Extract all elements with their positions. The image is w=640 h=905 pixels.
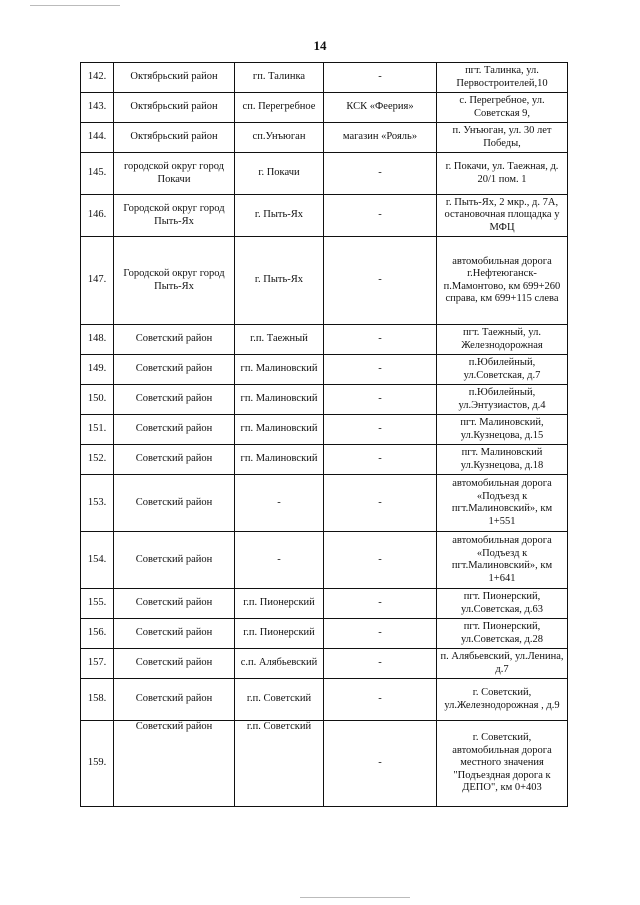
row-number: 146. [81, 195, 114, 237]
page-number: 14 [313, 38, 327, 53]
area-cell: Советский район [114, 532, 235, 589]
object-cell: - [324, 385, 437, 415]
object-cell: - [324, 445, 437, 475]
row-number: 142. [81, 63, 114, 93]
object-cell: - [324, 619, 437, 649]
row-number: 152. [81, 445, 114, 475]
object-cell: - [324, 679, 437, 721]
settlement-cell: гп. Малиновский [235, 415, 324, 445]
table-row [81, 123, 568, 153]
area-cell: Советский район [114, 619, 235, 649]
locations-table [80, 62, 568, 807]
scan-artifact-top [30, 5, 120, 6]
table-row [81, 325, 568, 355]
address-cell: г. Советский, ул.Железнодорожная , д.9 [437, 679, 568, 721]
table-row [81, 589, 568, 619]
area-cell: Городской округ город Пыть-Ях [114, 237, 235, 325]
settlement-cell: гп. Малиновский [235, 385, 324, 415]
row-number: 144. [81, 123, 114, 153]
row-number: 154. [81, 532, 114, 589]
address-cell: пгт. Пионерский, ул.Советская, д.63 [437, 589, 568, 619]
row-number: 158. [81, 679, 114, 721]
address-cell: г. Пыть-Ях, 2 мкр., д. 7А, остановочная площадка у МФЦ [437, 195, 568, 237]
row-number: 147. [81, 237, 114, 325]
settlement-cell: г.п. Советский [235, 679, 324, 721]
row-number: 150. [81, 385, 114, 415]
area-cell: Советский район [114, 649, 235, 679]
area-cell: Советский район [114, 589, 235, 619]
area-cell: Советский район [114, 679, 235, 721]
object-cell: - [324, 63, 437, 93]
address-cell: пгт. Малиновский ул.Кузнецова, д.18 [437, 445, 568, 475]
area-cell: Октябрьский район [114, 93, 235, 123]
table-row [81, 532, 568, 589]
address-cell: пгт. Талинка, ул. Первостроителей,10 [437, 63, 568, 93]
area-cell: Советский район [114, 475, 235, 532]
settlement-cell: г. Пыть-Ях [235, 195, 324, 237]
area-cell: Октябрьский район [114, 123, 235, 153]
table-row [81, 153, 568, 195]
address-cell: п. Алябьевский, ул.Ленина, д.7 [437, 649, 568, 679]
object-cell: - [324, 532, 437, 589]
area-cell: Советский район [114, 415, 235, 445]
area-cell: Советский район [114, 325, 235, 355]
area-cell: Советский район [114, 385, 235, 415]
settlement-cell: г. Пыть-Ях [235, 237, 324, 325]
scan-artifact-bottom [300, 897, 410, 898]
object-cell: - [324, 475, 437, 532]
table-row [81, 679, 568, 721]
table-row [81, 649, 568, 679]
object-cell: - [324, 415, 437, 445]
address-cell: пгт. Таежный, ул. Железнодорожная [437, 325, 568, 355]
area-cell: Советский район [114, 721, 235, 807]
area-cell: Городской округ город Пыть-Ях [114, 195, 235, 237]
table-row [81, 63, 568, 93]
settlement-cell: г.п. Пионерский [235, 619, 324, 649]
row-number: 156. [81, 619, 114, 649]
row-number: 143. [81, 93, 114, 123]
table-row [81, 237, 568, 325]
address-cell: п.Юбилейный, ул.Советская, д.7 [437, 355, 568, 385]
address-cell: г. Покачи, ул. Таежная, д. 20/1 пом. 1 [437, 153, 568, 195]
object-cell: - [324, 649, 437, 679]
object-cell: - [324, 355, 437, 385]
object-cell: - [324, 237, 437, 325]
address-cell: автомобильная дорога «Подъезд к пгт.Малиновский», км 1+641 [437, 532, 568, 589]
object-cell: - [324, 195, 437, 237]
settlement-cell: гп. Малиновский [235, 355, 324, 385]
row-number: 145. [81, 153, 114, 195]
settlement-cell: - [235, 532, 324, 589]
settlement-cell: г.п. Пионерский [235, 589, 324, 619]
object-cell: - [324, 153, 437, 195]
table-row [81, 721, 568, 807]
address-cell: п.Юбилейный, ул.Энтузиастов, д.4 [437, 385, 568, 415]
settlement-cell: г.п. Советский [235, 721, 324, 807]
row-number: 153. [81, 475, 114, 532]
address-cell: автомобильная дорога г.Нефтеюганск-п.Мамонтово, км 699+260 справа, км 699+115 слева [437, 237, 568, 325]
settlement-cell: гп. Талинка [235, 63, 324, 93]
table-row [81, 415, 568, 445]
locations-table-body [81, 63, 568, 807]
settlement-cell: сп. Перегребное [235, 93, 324, 123]
object-cell: КСК «Феерия» [324, 93, 437, 123]
area-cell: городской округ город Покачи [114, 153, 235, 195]
area-cell: Советский район [114, 355, 235, 385]
row-number: 159. [81, 721, 114, 807]
settlement-cell: г. Покачи [235, 153, 324, 195]
table-row [81, 475, 568, 532]
address-cell: г. Советский, автомобильная дорога местного значения "Подъездная дорога к ДЕПО", км 0+403 [437, 721, 568, 807]
settlement-cell: г.п. Таежный [235, 325, 324, 355]
address-cell: пгт. Малиновский, ул.Кузнецова, д.15 [437, 415, 568, 445]
row-number: 157. [81, 649, 114, 679]
table-row [81, 619, 568, 649]
address-cell: с. Перегребное, ул. Советская 9, [437, 93, 568, 123]
address-cell: автомобильная дорога «Подъезд к пгт.Малиновский», км 1+551 [437, 475, 568, 532]
address-cell: п. Унъюган, ул. 30 лет Победы, [437, 123, 568, 153]
table-row [81, 445, 568, 475]
object-cell: - [324, 721, 437, 807]
table-row [81, 355, 568, 385]
row-number: 151. [81, 415, 114, 445]
settlement-cell: с.п. Алябьевский [235, 649, 324, 679]
object-cell: - [324, 325, 437, 355]
row-number: 149. [81, 355, 114, 385]
settlement-cell: сп.Унъюган [235, 123, 324, 153]
table-row [81, 385, 568, 415]
table-row [81, 93, 568, 123]
row-number: 148. [81, 325, 114, 355]
object-cell: - [324, 589, 437, 619]
table-row [81, 195, 568, 237]
settlement-cell: гп. Малиновский [235, 445, 324, 475]
object-cell: магазин «Рояль» [324, 123, 437, 153]
area-cell: Октябрьский район [114, 63, 235, 93]
row-number: 155. [81, 589, 114, 619]
address-cell: пгт. Пионерский, ул.Советская, д.28 [437, 619, 568, 649]
area-cell: Советский район [114, 445, 235, 475]
settlement-cell: - [235, 475, 324, 532]
